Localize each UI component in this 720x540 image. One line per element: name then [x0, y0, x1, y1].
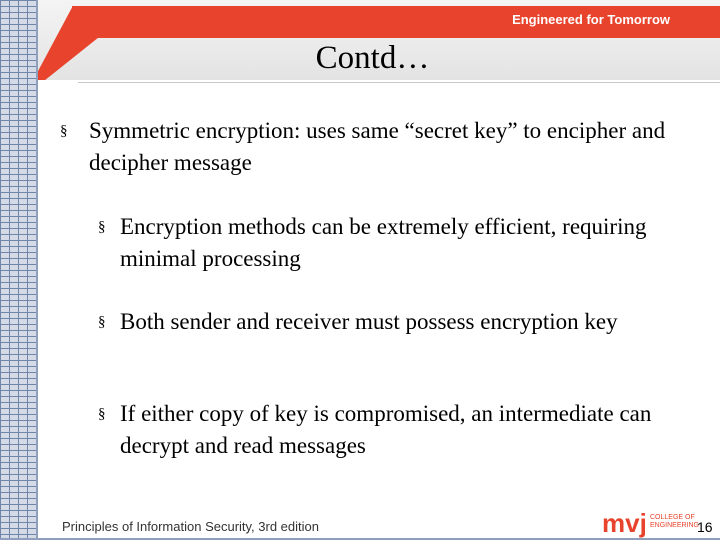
bullet-level2: [98, 398, 678, 462]
left-grid-decoration: [0, 0, 36, 540]
header-tagline: Engineered for Tomorrow: [512, 12, 670, 27]
footer-course-title: Principles of Information Security, 3rd edition: [62, 519, 319, 534]
slide-title: Contd…: [315, 40, 430, 76]
logo-mark: mvj: [602, 508, 647, 538]
bullet-marker-icon: §: [98, 314, 106, 330]
bullet-marker-icon: §: [98, 219, 106, 235]
logo-line2: ENGINEERING: [650, 522, 700, 529]
bullet-text: Encryption methods can be extremely efficient, requiring minimal processing: [120, 214, 647, 271]
bullet-level2: [98, 211, 678, 275]
bullet-text: Symmetric encryption: uses same “secret key” to encipher and decipher message: [89, 118, 666, 175]
title-divider: [78, 82, 720, 83]
bullet-level1: [60, 115, 680, 179]
left-strip-border: [36, 0, 38, 540]
bullet-text: Both sender and receiver must possess encryption key: [120, 309, 618, 334]
college-logo-icon: [602, 508, 700, 538]
page-number: 16: [697, 519, 713, 535]
bullet-text: If either copy of key is compromised, an intermediate can decrypt and read messages: [120, 401, 652, 458]
bullet-marker-icon: §: [60, 123, 68, 139]
logo-line1: COLLEGE OF: [650, 514, 695, 521]
bullet-level2: [98, 306, 678, 338]
bullet-marker-icon: §: [98, 406, 106, 422]
